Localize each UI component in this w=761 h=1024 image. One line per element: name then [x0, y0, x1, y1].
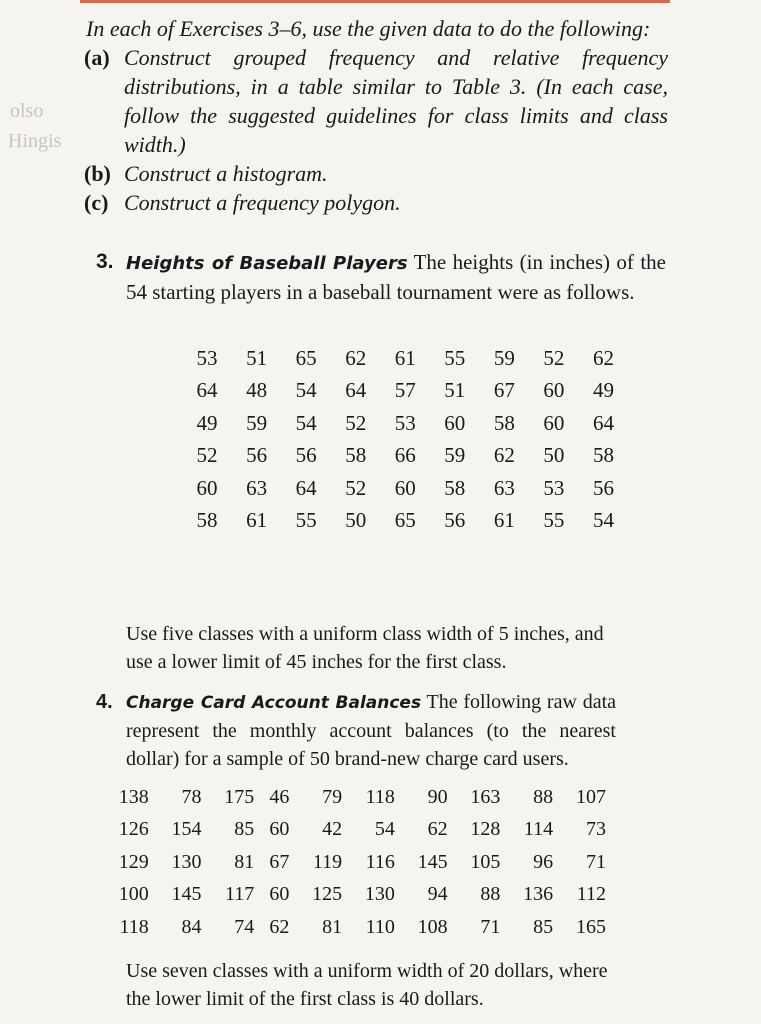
data-value: 58: [493, 410, 515, 435]
exercise-text: The following raw data represent the monthly account balances (to the nearest dollar) for a sample of 50 brand-new charge card users.: [126, 691, 617, 770]
page-top-rule: [80, 0, 670, 3]
instruction-part-b: [86, 159, 668, 188]
data-value: 59: [493, 345, 515, 370]
data-value: 54: [295, 378, 317, 403]
data-value: 96: [533, 850, 554, 873]
data-value: 50: [345, 508, 367, 533]
data-value: 55: [543, 508, 565, 533]
exercise-text: The heights (in inches) of the 54 starting players in a baseball tournament were as follows.: [126, 250, 666, 304]
data-value: 165: [576, 915, 606, 938]
data-value: 56: [295, 443, 317, 468]
exercise-number: 4.: [96, 691, 113, 713]
exercise-title: Heights of Baseball Players: [126, 253, 408, 274]
data-value: 50: [543, 443, 565, 468]
exercise-title: Charge Card Account Balances: [126, 693, 422, 713]
data-value: 85: [234, 818, 255, 841]
bleed-through-text: Hingis: [8, 130, 62, 152]
data-value: 55: [444, 345, 466, 370]
data-value: 154: [171, 818, 202, 841]
data-row: [96, 814, 606, 847]
data-value: 94: [427, 883, 448, 906]
data-value: 79: [322, 785, 343, 808]
bleed-through-text: olso: [10, 100, 44, 122]
part-label: (c): [84, 190, 109, 215]
data-value: 60: [543, 410, 565, 435]
data-value: 125: [312, 883, 343, 906]
data-row: [168, 472, 614, 505]
data-value: 57: [394, 378, 416, 403]
data-value: 52: [543, 345, 565, 370]
data-row: [168, 505, 614, 538]
data-value: 51: [246, 345, 268, 370]
data-value: 88: [533, 785, 554, 808]
data-value: 163: [470, 785, 501, 808]
data-value: 74: [234, 915, 255, 938]
data-value: 90: [427, 785, 448, 808]
data-value: 49: [196, 410, 218, 435]
data-value: 62: [593, 345, 614, 370]
exercise-instructions: [86, 14, 668, 217]
data-value: 52: [345, 475, 367, 500]
data-value: 51: [444, 378, 466, 403]
data-value: 49: [593, 378, 614, 403]
exercise-4-guideline: Use seven classes with a uniform width of 20 dollars, where the lower limit of the first class is 40 dollars.: [126, 960, 608, 1010]
data-value: 60: [543, 378, 565, 403]
data-value: 53: [196, 345, 218, 370]
data-value: 116: [365, 850, 395, 873]
data-row: [96, 781, 606, 814]
data-value: 60: [196, 475, 218, 500]
data-row: [96, 911, 606, 944]
part-label: (b): [84, 161, 111, 186]
data-value: 62: [493, 443, 515, 468]
data-row: [168, 440, 614, 473]
data-value: 112: [576, 883, 606, 906]
data-value: 54: [593, 508, 614, 533]
data-value: 60: [269, 818, 290, 841]
data-value: 117: [224, 883, 255, 906]
exercise-4: [96, 688, 666, 773]
data-value: 66: [394, 443, 416, 468]
data-value: 100: [118, 883, 149, 906]
data-value: 62: [427, 818, 448, 841]
data-row: [96, 846, 606, 879]
data-value: 59: [246, 410, 268, 435]
data-value: 60: [269, 883, 290, 906]
part-text: Construct a frequency polygon.: [124, 190, 401, 215]
data-value: 56: [444, 508, 466, 533]
data-value: 71: [480, 915, 501, 938]
data-value: 64: [295, 475, 317, 500]
data-value: 63: [493, 475, 515, 500]
data-value: 67: [269, 850, 290, 873]
data-value: 56: [593, 475, 614, 500]
baseball-heights-table: [168, 342, 614, 537]
data-value: 145: [417, 850, 448, 873]
exercise-statement: [126, 688, 666, 773]
data-value: 59: [444, 443, 466, 468]
data-row: [168, 407, 614, 440]
data-value: 62: [269, 915, 290, 938]
data-value: 64: [593, 410, 614, 435]
data-value: 58: [345, 443, 367, 468]
data-value: 58: [593, 443, 614, 468]
instruction-part-a: [86, 43, 668, 159]
exercise-number: 3.: [96, 250, 114, 273]
data-value: 175: [224, 785, 255, 808]
data-value: 85: [533, 915, 554, 938]
data-value: 145: [171, 883, 202, 906]
data-value: 42: [322, 818, 343, 841]
data-value: 129: [118, 850, 149, 873]
data-value: 56: [246, 443, 268, 468]
data-value: 64: [196, 378, 218, 403]
data-value: 55: [295, 508, 317, 533]
data-value: 126: [118, 818, 149, 841]
exercise-3-guideline: Use five classes with a uniform class width of 5 inches, and use a lower limit of 45 inches for the first class.: [126, 623, 604, 673]
data-value: 84: [181, 915, 202, 938]
charge-card-balances-table: [96, 781, 606, 944]
data-value: 65: [394, 508, 416, 533]
part-text: Construct grouped frequency and relative frequency distributions, in a table similar to Table 3. (In each case, follow the suggested guidelines for class limits and class width.): [124, 45, 668, 157]
data-row: [96, 879, 606, 912]
data-value: 110: [365, 915, 395, 938]
data-row: [168, 342, 614, 375]
data-value: 60: [444, 410, 466, 435]
data-row: [168, 375, 614, 408]
data-value: 114: [523, 818, 554, 841]
data-value: 61: [493, 508, 515, 533]
data-value: 136: [523, 883, 554, 906]
part-text: Construct a histogram.: [124, 161, 328, 186]
data-value: 108: [417, 915, 448, 938]
data-value: 71: [586, 850, 606, 873]
data-value: 60: [394, 475, 416, 500]
data-value: 138: [118, 785, 149, 808]
data-value: 119: [312, 850, 343, 873]
data-value: 78: [181, 785, 202, 808]
part-label: (a): [84, 45, 110, 70]
data-value: 53: [394, 410, 416, 435]
data-value: 58: [444, 475, 466, 500]
instruction-part-c: [86, 188, 668, 217]
data-value: 128: [470, 818, 501, 841]
data-value: 52: [345, 410, 367, 435]
data-value: 64: [345, 378, 367, 403]
data-value: 62: [345, 345, 367, 370]
instructions-stem: In each of Exercises 3–6, use the given data to do the following:: [86, 16, 651, 41]
data-value: 58: [196, 508, 218, 533]
data-value: 48: [246, 378, 268, 403]
data-value: 130: [364, 883, 395, 906]
exercise-statement: [126, 248, 666, 306]
data-value: 67: [493, 378, 515, 403]
data-value: 52: [196, 443, 218, 468]
data-value: 61: [394, 345, 416, 370]
data-value: 46: [269, 785, 290, 808]
data-value: 54: [295, 410, 317, 435]
data-value: 61: [246, 508, 268, 533]
data-value: 130: [171, 850, 202, 873]
data-value: 54: [374, 818, 395, 841]
data-value: 81: [234, 850, 255, 873]
data-value: 88: [480, 883, 501, 906]
exercise-3: [96, 248, 666, 306]
data-value: 53: [543, 475, 565, 500]
data-value: 118: [119, 915, 149, 938]
data-value: 105: [470, 850, 501, 873]
data-value: 63: [246, 475, 268, 500]
data-value: 73: [586, 818, 606, 841]
data-value: 118: [365, 785, 395, 808]
data-value: 81: [322, 915, 343, 938]
data-value: 107: [576, 785, 606, 808]
data-value: 65: [295, 345, 317, 370]
